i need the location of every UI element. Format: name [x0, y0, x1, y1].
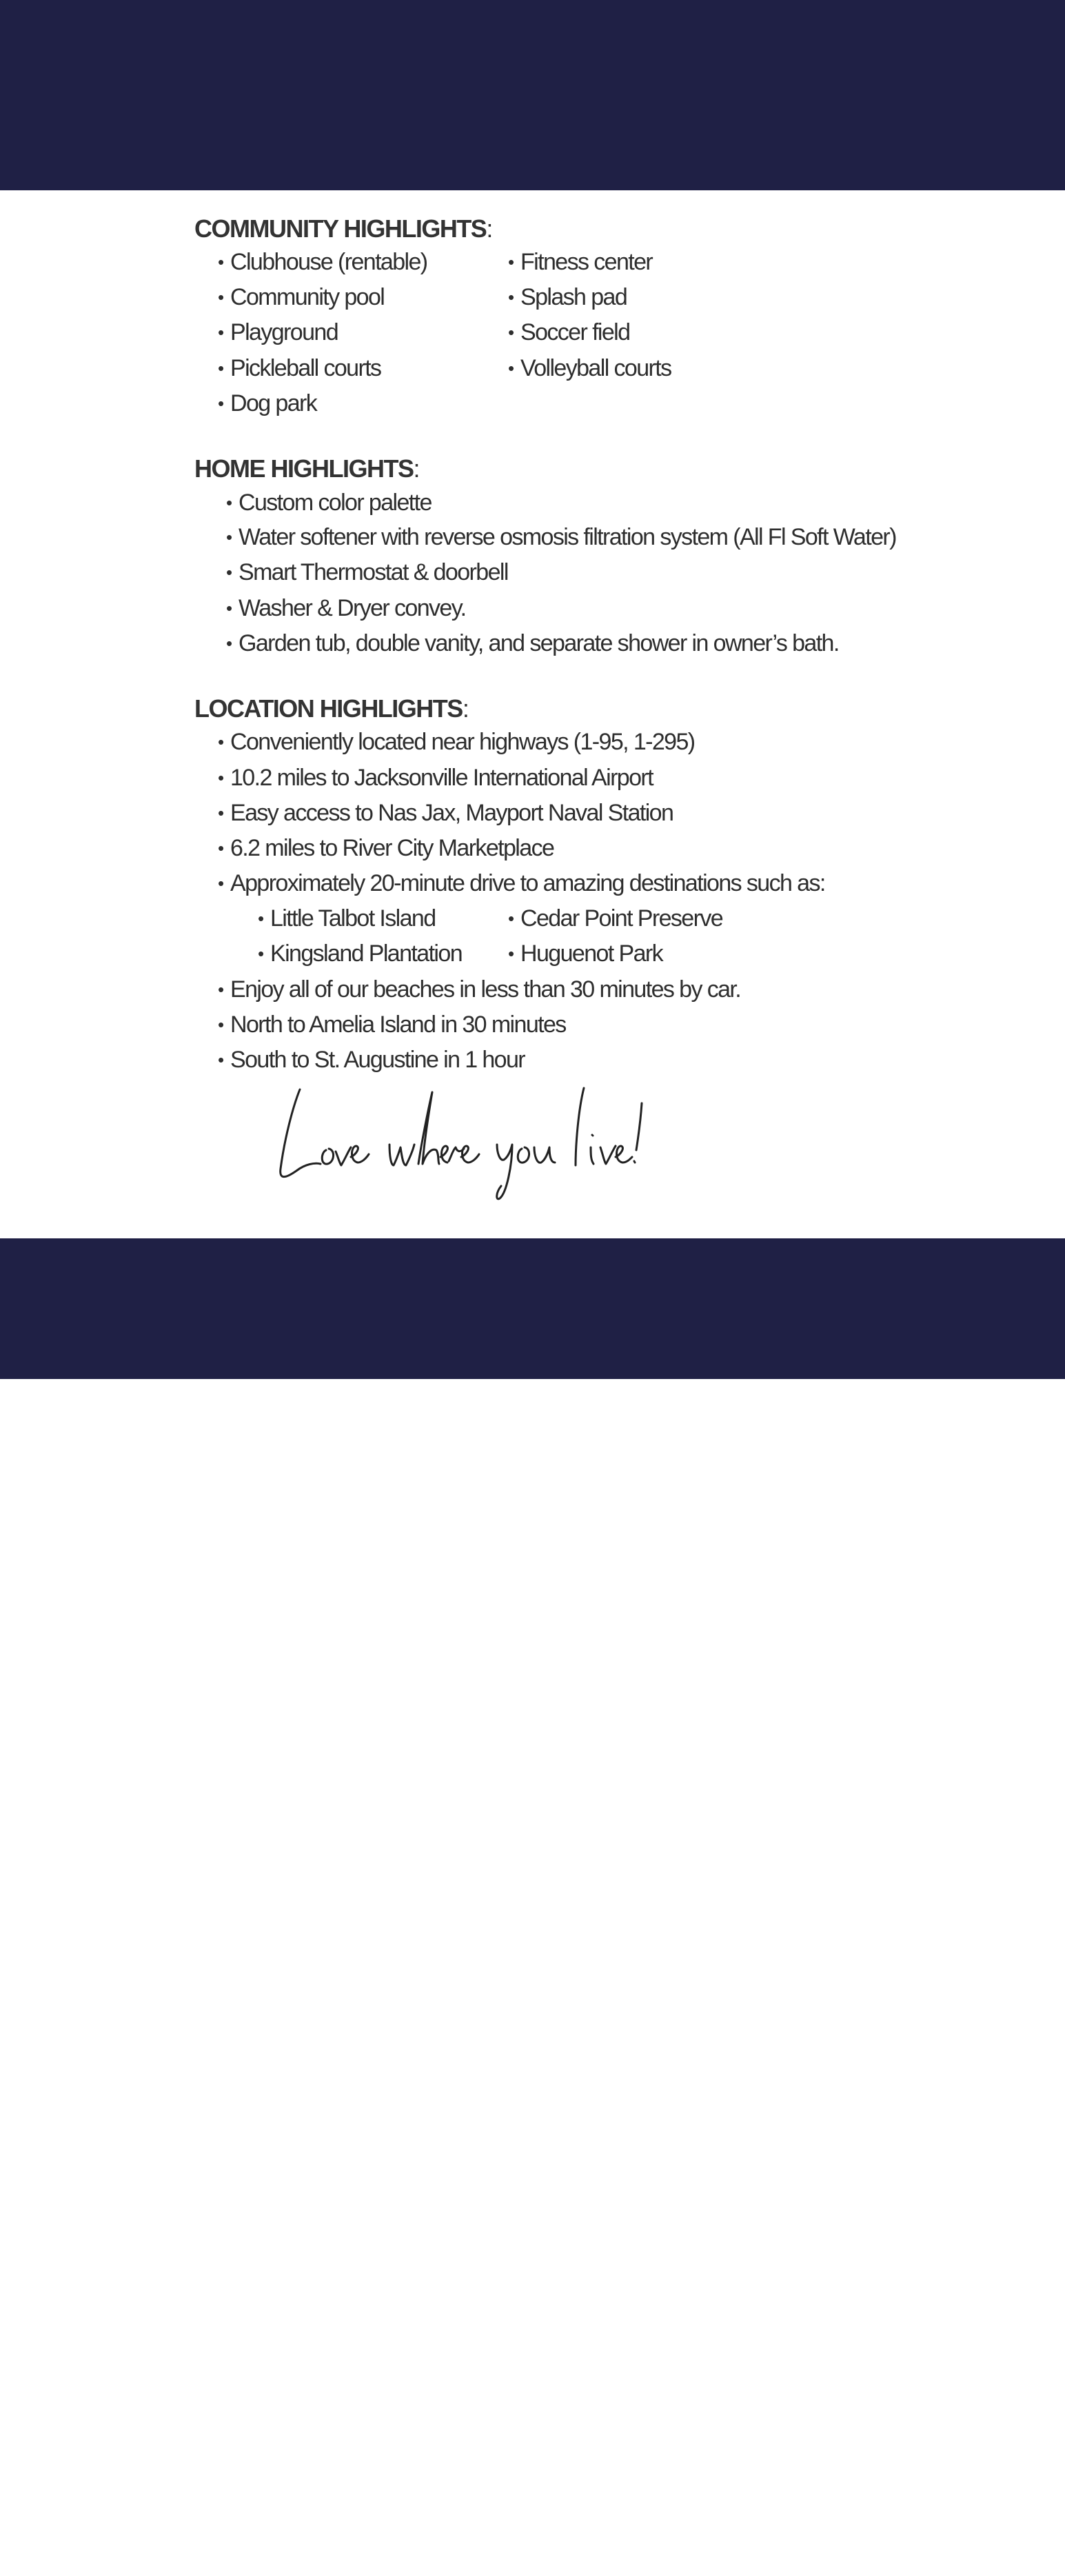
community-item: • Community pool [218, 284, 385, 310]
community-item: • Fitness center [508, 249, 653, 275]
community-item: • Volleyball courts [508, 355, 671, 381]
destination-item: • Kingsland Plantation [258, 940, 463, 967]
header-band [0, 0, 1065, 190]
location-item: • Conveniently located near highways (1-95, 1-295) [218, 729, 695, 755]
location-item: • 6.2 miles to River City Marketplace [218, 835, 554, 861]
community-item: • Pickleball courts [218, 355, 381, 381]
location-item: • 10.2 miles to Jacksonville International Airport [218, 765, 653, 791]
community-highlights-heading: COMMUNITY HIGHLIGHTS: [194, 214, 492, 243]
home-item: • Water softener with reverse osmosis filtration system (All Fl Soft Water) [226, 524, 896, 550]
location-item: • Easy access to Nas Jax, Mayport Naval Station [218, 800, 673, 826]
location-item: • Enjoy all of our beaches in less than 30 minutes by car. [218, 976, 741, 1003]
home-highlights-heading: HOME HIGHLIGHTS: [194, 454, 420, 483]
love-where-you-live-signature [272, 1076, 713, 1207]
location-highlights-heading: LOCATION HIGHLIGHTS: [194, 694, 469, 723]
home-item: • Washer & Dryer convey. [226, 595, 466, 621]
home-item: • Garden tub, double vanity, and separate shower in owner’s bath. [226, 630, 839, 656]
community-item: • Clubhouse (rentable) [218, 249, 427, 275]
destination-item: • Huguenot Park [508, 940, 663, 967]
location-item: • South to St. Augustine in 1 hour [218, 1047, 525, 1073]
home-item: • Custom color palette [226, 490, 432, 516]
community-item: • Splash pad [508, 284, 627, 310]
destination-item: • Cedar Point Preserve [508, 905, 723, 932]
community-item: • Dog park [218, 390, 317, 416]
location-item: • North to Amelia Island in 30 minutes [218, 1012, 566, 1038]
home-item: • Smart Thermostat & doorbell [226, 559, 508, 585]
footer-band [0, 1238, 1065, 2575]
location-item: • Approximately 20-minute drive to amazing destinations such as: [218, 870, 825, 896]
community-item: • Soccer field [508, 319, 630, 345]
destination-item: • Little Talbot Island [258, 905, 436, 932]
community-item: • Playground [218, 319, 338, 345]
copyright-text: ©2025 NEFMLS, Inc [4, 2535, 334, 2575]
